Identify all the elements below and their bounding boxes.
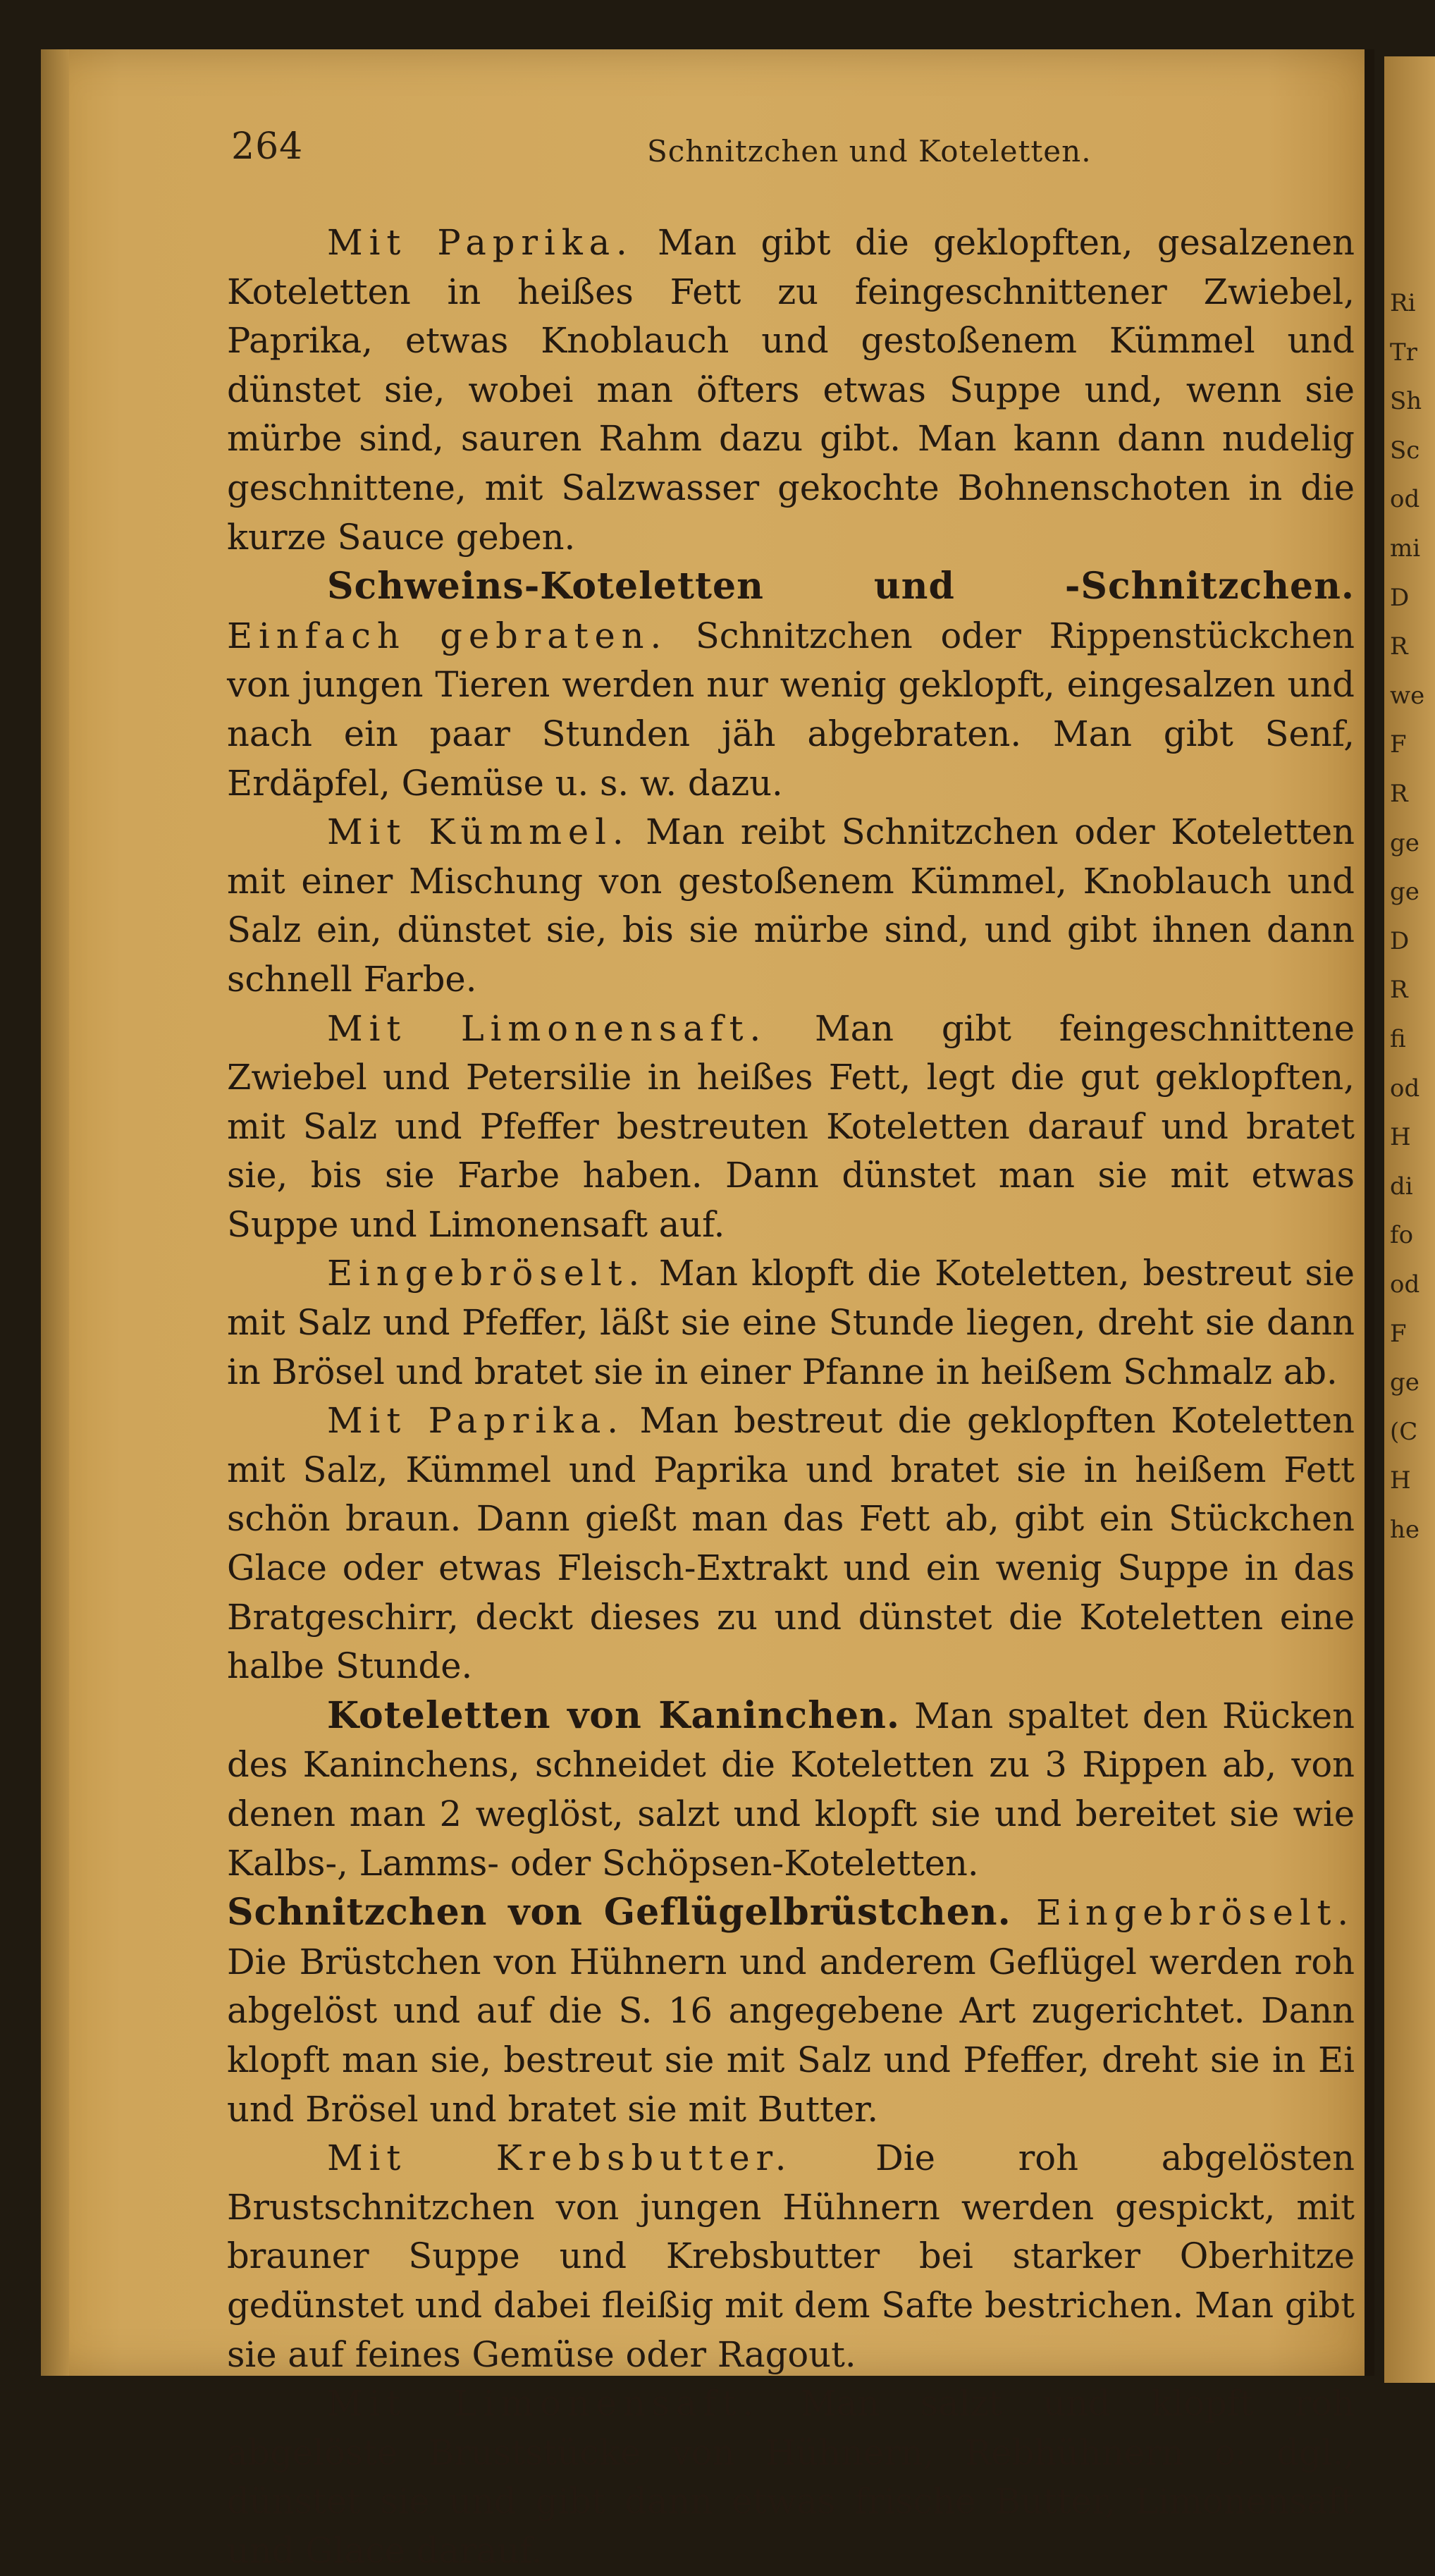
paragraph <box>227 808 1355 1004</box>
recipe-heading: Schweins-Koteletten und -Schnitzchen. <box>327 565 1355 608</box>
paragraph-lead: Mit Paprika. <box>327 1400 624 1442</box>
adjacent-page-fragment: od <box>1390 485 1420 514</box>
adjacent-page-fragment: Ri <box>1390 289 1416 317</box>
paragraph <box>227 1005 1355 1250</box>
adjacent-page-fragment: F <box>1390 1319 1407 1348</box>
running-title: Schnitzchen und Koteletten. <box>647 134 1092 168</box>
paragraph <box>227 2134 1355 2379</box>
adjacent-page-fragment: H <box>1390 1123 1411 1152</box>
adjacent-page-fragment: od <box>1390 1074 1420 1103</box>
adjacent-page-fragment: ge <box>1390 878 1419 907</box>
paragraph-text: Man salzt und klopft roh abgelöste Bruststücke von Hühnern, Rebhühnern o. dgl., dünstet sie und gibt dann etwas frische Butter, Limonensaft und Glace darauf. <box>227 2383 1355 2571</box>
adjacent-page-fragment: fi <box>1390 1025 1406 1053</box>
paragraph-text: Man reibt Schnitzchen oder Koteletten mit einer Mischung von gestoßenem Kümmel, Knoblauch und Salz ein, dünstet sie, bis sie mürbe sind, und gibt ihnen dann schnell Farbe. <box>227 811 1355 1000</box>
paragraph <box>227 2379 1355 2575</box>
paragraph-lead: Mit Kümmel. <box>327 811 630 853</box>
paragraph-lead: Mit Paprika. <box>327 222 634 263</box>
adjacent-page-fragment: Sh <box>1390 387 1422 416</box>
paragraph-text: Man bestreut die geklopften Koteletten mit Salz, Kümmel und Paprika und bratet sie in heißem Fett schön braun. Dann gießt man das Fett ab, gibt ein Stückchen Glace oder etwas Fleisch-Extrakt und ein wenig Suppe in das Bratgeschirr, deckt dieses zu und dünstet die Koteletten eine halbe Stunde. <box>227 1400 1355 1687</box>
paragraph-lead: Mit Limonensaft. <box>327 2383 760 2424</box>
adjacent-page-fragment: Tr <box>1390 338 1417 367</box>
sub-heading: Einfach gebraten. <box>227 615 668 656</box>
adjacent-page-fragment: ge <box>1390 1368 1419 1397</box>
adjacent-page-fragment: R <box>1390 632 1408 661</box>
sub-heading: Eingebröselt. <box>1011 1892 1355 1934</box>
adjacent-page-fragment: (C <box>1390 1417 1418 1446</box>
paragraph-text: Man gibt feingeschnittene Zwiebel und Petersilie in heißes Fett, legt die gut geklopften, mit Salz und Pfeffer bestreuten Koteletten darauf und bratet sie, bis sie Farbe haben. Dann dünstet man sie mit etwas Suppe und Limonensaft auf. <box>227 1007 1355 1245</box>
adjacent-page-edge <box>1384 56 1435 2383</box>
paragraph <box>227 219 1355 562</box>
adjacent-page-fragment: F <box>1390 730 1407 759</box>
paragraph-lead: Mit Limonensaft. <box>327 1007 768 1049</box>
adjacent-page-fragment: D <box>1390 926 1410 955</box>
paragraph-lead: Mit Krebsbutter. <box>327 2138 793 2179</box>
page-gutter <box>1365 49 1374 2376</box>
adjacent-page-fragment: Sc <box>1390 436 1420 465</box>
body-text <box>227 219 1355 2576</box>
adjacent-page-fragment: R <box>1390 976 1408 1005</box>
adjacent-page-fragment: R <box>1390 780 1408 808</box>
paragraph <box>227 562 1355 808</box>
adjacent-page-fragment: H <box>1390 1466 1411 1495</box>
adjacent-page-fragment: D <box>1390 583 1410 612</box>
paragraph-text: Man gibt die geklopften, gesalzenen Koteletten in heißes Fett zu feingeschnittener Zwiebel, Paprika, etwas Knoblauch und gestoßenem Kümmel und dünstet sie, wobei man öfters etwas Suppe und, wenn sie mürbe sind, sauren Rahm dazu gibt. Man kann dann nudelig geschnittene, mit Salzwasser gekochte Bohnenschoten in die kurze Sauce geben. <box>227 222 1355 558</box>
book-spine <box>41 49 69 2376</box>
paragraph-lead: Eingebröselt. <box>327 1253 646 1294</box>
adjacent-page-fragment: we <box>1390 681 1425 710</box>
recipe-heading: Koteletten von Kaninchen. <box>327 1693 901 1737</box>
adjacent-page-fragment: mi <box>1390 534 1421 563</box>
adjacent-page-fragment: fo <box>1390 1221 1414 1250</box>
paragraph <box>227 1397 1355 1691</box>
paragraph-text: Die roh abgelösten Brustschnitzchen von jungen Hühnern werden gespickt, mit brauner Suppe und Krebsbutter bei starker Oberhitze gedünstet und dabei fleißig mit dem Safte bestrichen. Man gibt sie auf feines Gemüse oder Ragout. <box>227 2138 1355 2375</box>
page-header <box>189 125 1359 175</box>
paragraph-text: Man klopft die Koteletten, bestreut sie mit Salz und Pfeffer, läßt sie eine Stunde liegen, dreht sie dann in Brösel und bratet sie in einer Pfanne in heißem Schmalz ab. <box>227 1253 1355 1392</box>
adjacent-page-fragment: ge <box>1390 828 1419 857</box>
recipe-heading: Schnitzchen von Geflügelbrüstchen. <box>227 1891 1011 1934</box>
paragraph <box>227 1249 1355 1397</box>
adjacent-page-fragment: he <box>1390 1516 1420 1544</box>
paragraph <box>227 1888 1355 2134</box>
paragraph <box>227 1691 1355 1888</box>
adjacent-page-fragment: od <box>1390 1270 1420 1299</box>
adjacent-page-fragment: di <box>1390 1172 1413 1201</box>
paragraph-text: Man spaltet den Rücken des Kaninchens, schneidet die Koteletten zu 3 Rippen ab, von denen man 2 weglöst, salzt und klopft sie und bereitet sie wie Kalbs-, Lamms- oder Schöpsen-Koteletten. <box>227 1695 1355 1884</box>
paragraph-text: Die Brüstchen von Hühnern und anderem Geflügel werden roh abgelöst und auf die S. 16 angegebene Art zugerichtet. Dann klopft man sie, bestreut sie mit Salz und Pfeffer, dreht sie in Ei und Brösel und bratet sie mit Butter. <box>227 1941 1355 2130</box>
paragraph-text: Schnitzchen oder Rippenstückchen von jungen Tieren werden nur wenig geklopft, eingesalzen und nach ein paar Stunden jäh abgebraten. Man gibt Senf, Erdäpfel, Gemüse u. s. w. dazu. <box>227 615 1355 804</box>
page-number: 264 <box>231 125 304 168</box>
